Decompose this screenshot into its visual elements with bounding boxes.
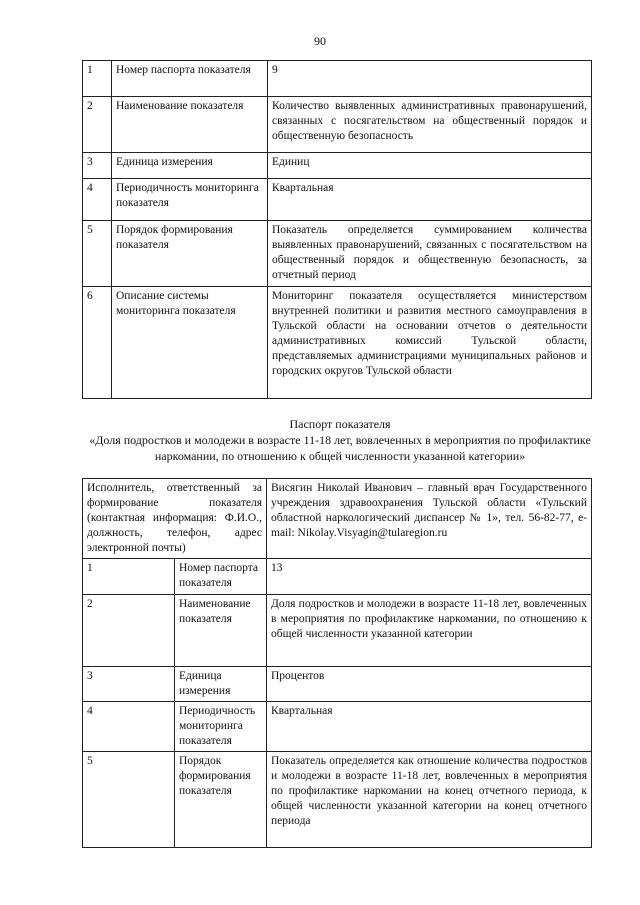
table-row [83, 179, 592, 221]
row-label: Порядок формирования показателя [175, 752, 267, 848]
table-row [83, 559, 592, 595]
row-number: 2 [83, 97, 112, 153]
row-number: 3 [83, 153, 112, 179]
row-label: Единица измерения [175, 667, 267, 702]
table-row [83, 61, 592, 97]
row-label: Единица измерения [112, 153, 268, 179]
table-row [83, 595, 592, 667]
table-row [83, 479, 592, 559]
indicator-passport-table-9 [82, 60, 592, 399]
table-row [83, 153, 592, 179]
row-number: 1 [83, 559, 175, 595]
row-label: Описание системы мониторинга показателя [112, 287, 268, 399]
row-label: Номер паспорта показателя [175, 559, 267, 595]
row-label: Наименование показателя [175, 595, 267, 667]
section-subtitle: «Доля подростков и молодежи в возрасте 11-18 лет, вовлеченных в мероприятия по профилактике наркомании, по отношению к общей численности указанной категории» [89, 433, 591, 463]
row-number: 3 [83, 667, 175, 702]
row-label: Наименование показателя [112, 97, 268, 153]
row-value: Мониторинг показателя осуществляется министерством внутренней политики и развития местного самоуправления в Тульской области на основании отчетов о деятельности административных комиссий Тульской области, представляемых администрациями муниципальных районов и городских округов Тульской области [268, 287, 592, 399]
table-row [83, 702, 592, 752]
row-value: Квартальная [267, 702, 592, 752]
row-number: 1 [83, 61, 112, 97]
table-row [83, 287, 592, 399]
row-value: Квартальная [268, 179, 592, 221]
row-number: 6 [83, 287, 112, 399]
table-row [83, 752, 592, 848]
row-value: 13 [267, 559, 592, 595]
row-number: 4 [83, 179, 112, 221]
row-label: Периодичность мониторинга показателя [112, 179, 268, 221]
row-number: 5 [83, 752, 175, 848]
row-label: Порядок формирования показателя [112, 221, 268, 287]
row-number: 4 [83, 702, 175, 752]
row-value: Показатель определяется как отношение количества подростков и молодежи в возрасте 11-18 лет, вовлеченных в мероприятия по профилактике наркомании на конец отчетного периода, к общей численности указанной категории на конец отчетного периода [267, 752, 592, 848]
table-row [83, 221, 592, 287]
page-number: 90 [314, 34, 326, 48]
executor-label: Исполнитель, ответственный за формирование показателя (контактная информация: Ф.И.О., должность, телефон, адрес электронной почты) [83, 479, 267, 559]
row-label: Периодичность мониторинга показателя [175, 702, 267, 752]
row-value: Показатель определяется суммированием количества выявленных правонарушений, связанных с посягательством на общественный порядок и общественную безопасность, за отчетный период [268, 221, 592, 287]
row-number: 2 [83, 595, 175, 667]
row-number: 5 [83, 221, 112, 287]
row-value: Доля подростков и молодежи в возрасте 11-18 лет, вовлеченных в мероприятия по профилактике наркомании, по отношению к общей численности указанной категории [267, 595, 592, 667]
indicator-passport-table-13 [82, 478, 592, 848]
row-value: Количество выявленных административных правонарушений, связанных с посягательством на общественный порядок и общественную безопасность [268, 97, 592, 153]
row-value: Процентов [267, 667, 592, 702]
row-label: Номер паспорта показателя [112, 61, 268, 97]
row-value: 9 [268, 61, 592, 97]
executor-value: Висягин Николай Иванович – главный врач Государственного учреждения здравоохранения Тульской области «Тульский областной наркологический диспансер № 1», тел. 56-82-77, e-mail: Nikolay.Visyagin@tularegion.ru [267, 479, 592, 559]
table-row [83, 97, 592, 153]
table-row [83, 667, 592, 702]
row-value: Единиц [268, 153, 592, 179]
section-title: Паспорт показателя [289, 417, 391, 431]
